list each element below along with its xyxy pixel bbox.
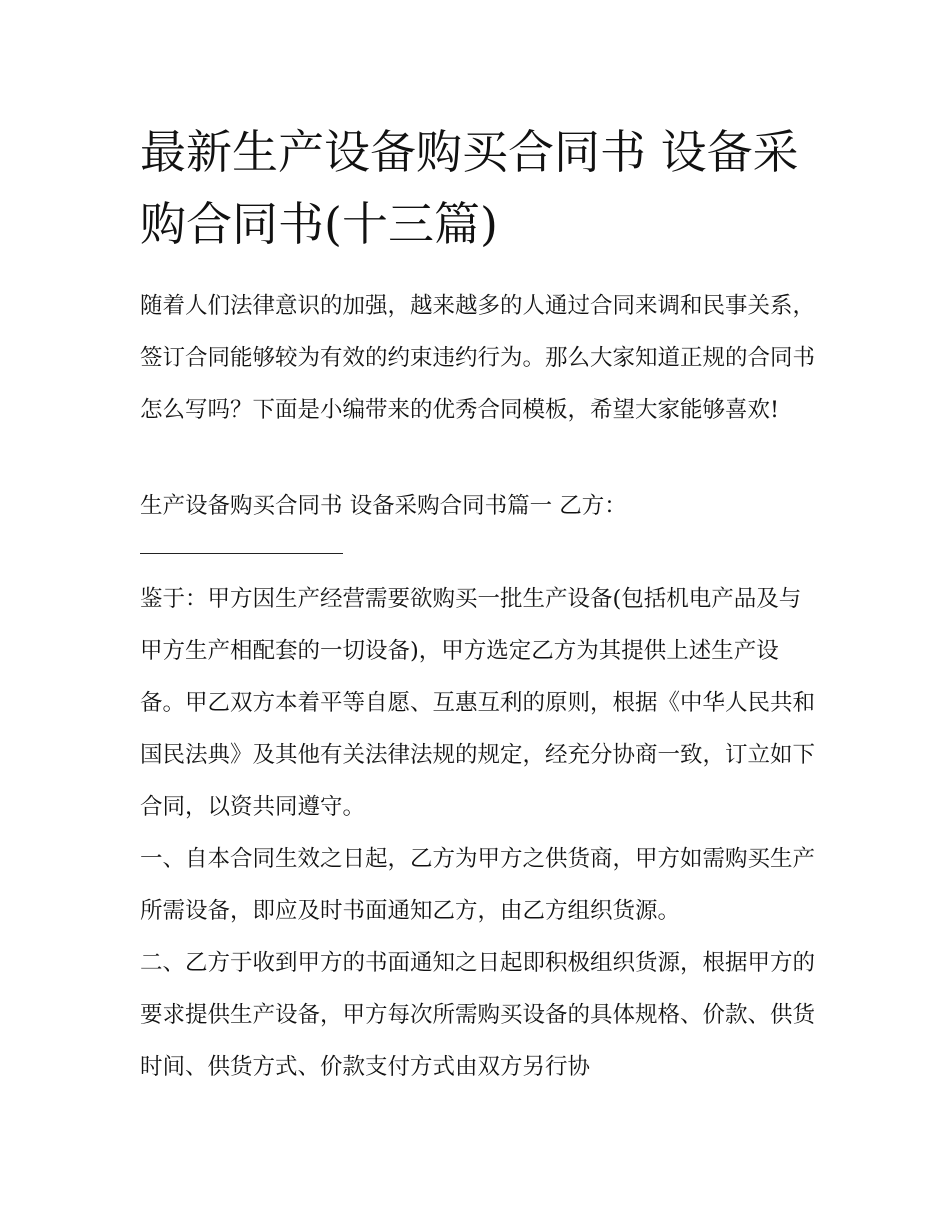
- clause-1: 一、自本合同生效之日起，乙方为甲方之供货商，甲方如需购买生产所需设备，即应及时书面通知乙方，由乙方组织货源。: [140, 846, 816, 924]
- contract-body: [140, 573, 820, 1093]
- clause-2: 二、乙方于收到甲方的书面通知之日起即积极组织货源，根据甲方的要求提供生产设备，甲方每次所需购买设备的具体规格、价款、供货时间、供货方式、价款支付方式由双方另行协: [140, 950, 816, 1080]
- intro-paragraph: 随着人们法律意识的加强，越来越多的人通过合同来调和民事关系，签订合同能够较为有效的约束违约行为。那么大家知道正规的合同书怎么写吗？下面是小编带来的优秀合同模板，希望大家能够喜欢!: [140, 293, 816, 423]
- signature-blank-line: [140, 553, 343, 554]
- clause-preamble: 鉴于：甲方因生产经营需要欲购买一批生产设备(包括机电产品及与甲方生产相配套的一切设备)，甲方选定乙方为其提供上述生产设备。甲乙双方本着平等自愿、互惠互利的原则，根据《中华人民共和国民法典》及其他有关法律法规的规定，经充分协商一致，订立如下合同，以资共同遵守。: [140, 586, 816, 820]
- section-heading: 生产设备购买合同书 设备采购合同书篇一 乙方：: [140, 493, 627, 519]
- document-title: 最新生产设备购买合同书 设备采购合同书(十三篇): [140, 125, 799, 251]
